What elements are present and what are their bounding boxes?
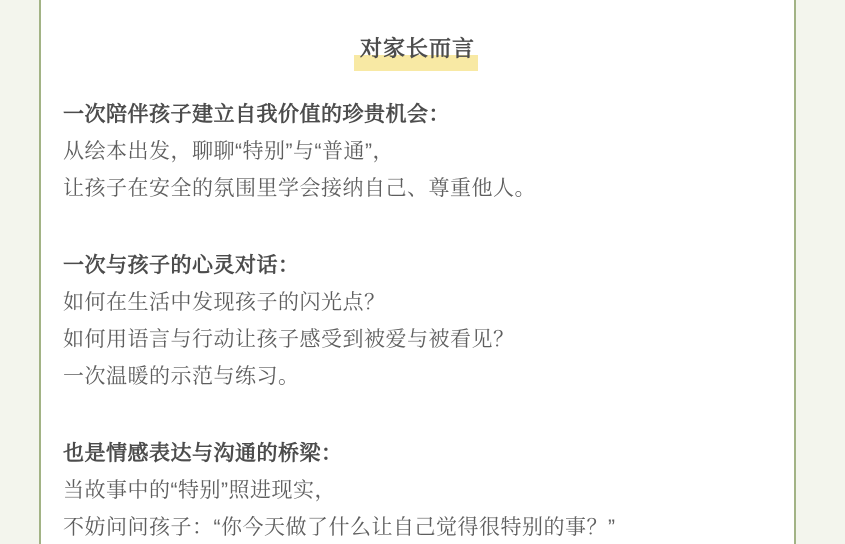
- paragraph-line: 一次温暖的示范与练习。: [63, 365, 300, 388]
- section-heading: 一次陪伴孩子建立自我价值的珍贵机会：: [63, 103, 450, 126]
- title-highlight-text: 对家长而言: [359, 36, 475, 61]
- paragraph-line: 当故事中的“特别”照进现实，: [63, 479, 336, 502]
- paragraph-line: 如何用语言与行动让孩子感受到被爱与被看见？: [63, 328, 515, 351]
- section-self-worth: [63, 96, 794, 207]
- paragraph-line: 让孩子在安全的氛围里学会接纳自己、尊重他人。: [63, 177, 536, 200]
- paragraph-line: 如何在生活中发现孩子的闪光点？: [63, 291, 386, 314]
- section-heading: 一次与孩子的心灵对话：: [63, 254, 300, 277]
- section-emotion-bridge: [63, 435, 794, 544]
- page-title: [63, 38, 772, 60]
- section-heading: 也是情感表达与沟通的桥梁：: [63, 442, 343, 465]
- section-heart-talk: [63, 247, 794, 395]
- article-content: [39, 0, 796, 544]
- paragraph-line: 不妨问问孩子：“你今天做了什么让自己觉得很特别的事？”: [63, 516, 616, 539]
- paragraph-line: 从绘本出发，聊聊“特别”与“普通”，: [63, 140, 394, 163]
